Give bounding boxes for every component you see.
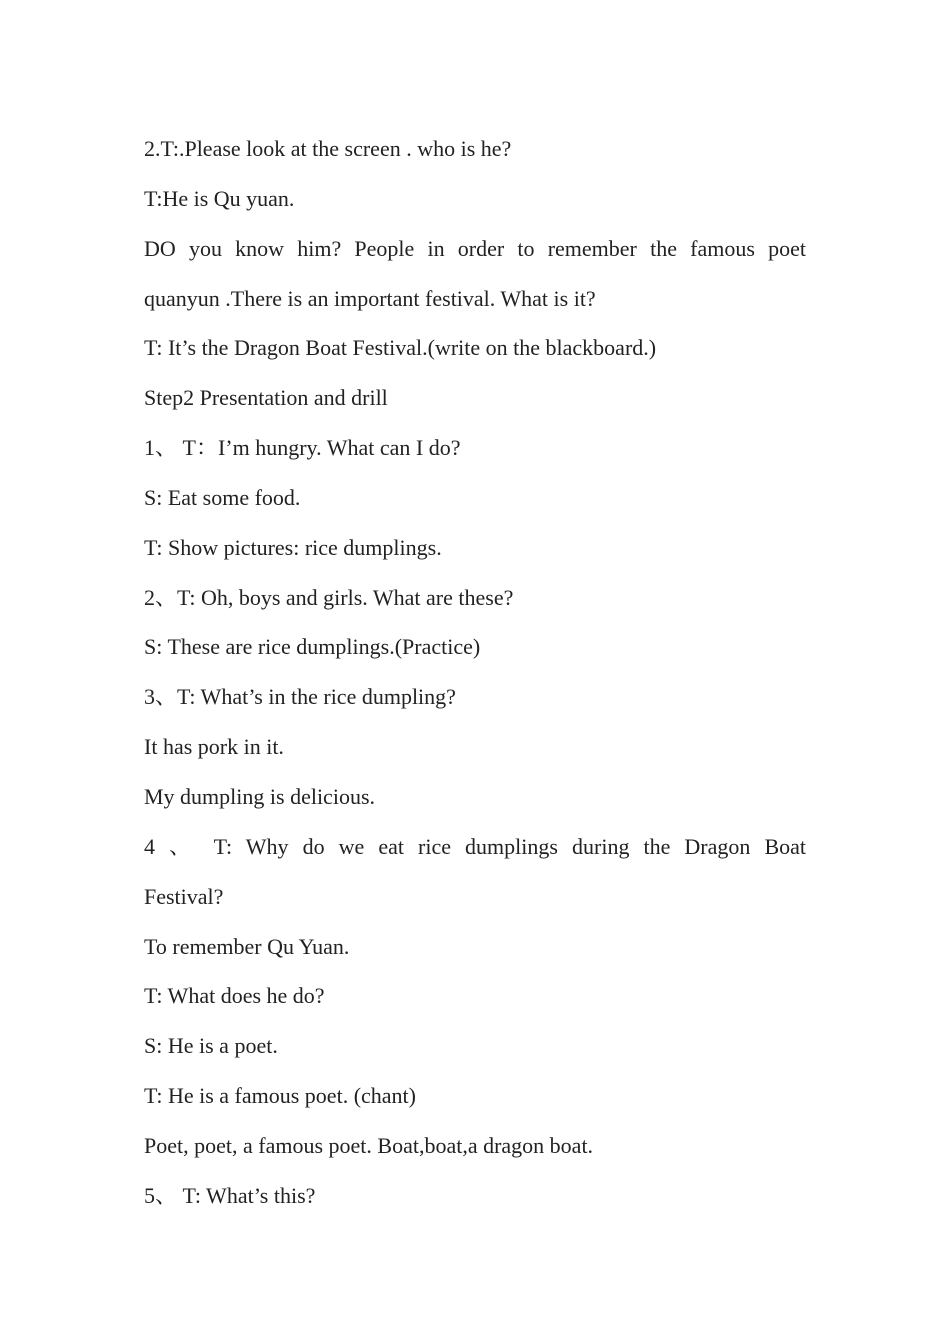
text-line: 2.T:.Please look at the screen . who is he?	[144, 136, 512, 161]
text-line: 5、 T: What’s this?	[144, 1182, 316, 1208]
document-body	[144, 124, 806, 1221]
text-line: My dumpling is delicious.	[144, 783, 375, 809]
text-line: T: Show pictures: rice dumplings.	[144, 534, 442, 560]
text-line: T: It’s the Dragon Boat Festival.(write on the blackboard.)	[144, 335, 657, 361]
section-heading: Step2 Presentation and drill	[144, 385, 388, 411]
text-line: T: He is a famous poet. (chant)	[144, 1083, 416, 1109]
text-line: Poet, poet, a famous poet. Boat,boat,a dragon boat.	[144, 1132, 594, 1158]
text-line: S: Eat some food.	[144, 484, 301, 510]
text-line: To remember Qu Yuan.	[144, 933, 350, 959]
text-line: S: He is a poet.	[144, 1033, 278, 1059]
text-line: 2、T: Oh, boys and girls. What are these?	[144, 584, 514, 610]
text-line: 3、T: What’s in the rice dumpling?	[144, 684, 456, 710]
text-line: DO you know him? People in order to remember the famous poet	[144, 235, 806, 261]
text-line: T: What does he do?	[144, 983, 325, 1009]
text-line: T:He is Qu yuan.	[144, 185, 295, 211]
text-line: S: These are rice dumplings.(Practice)	[144, 634, 481, 660]
text-line: Festival?	[144, 883, 224, 909]
text-line: It has pork in it.	[144, 734, 284, 760]
text-line: 4 、 T: Why do we eat rice dumplings during the Dragon Boat	[144, 833, 806, 859]
text-line: quanyun .There is an important festival. What is it?	[144, 285, 596, 311]
text-line: 1、 T：I’m hungry. What can I do?	[144, 435, 461, 461]
